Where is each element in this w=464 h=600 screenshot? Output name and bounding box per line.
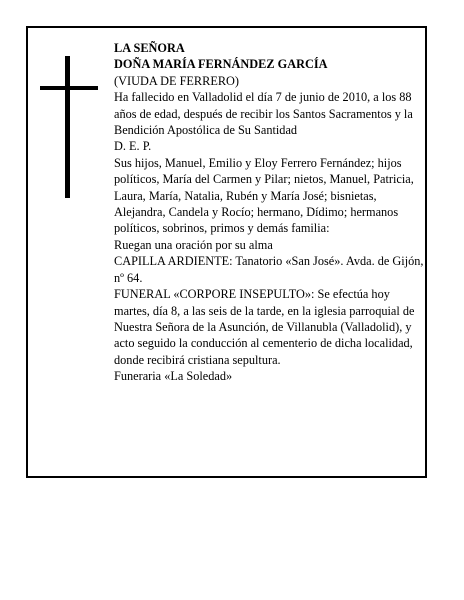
prayer-request: Ruegan una oración por su alma xyxy=(114,237,273,252)
chapel-info: CAPILLA ARDIENTE: Tanatorio «San José». Avda. de Gijón, nº 64. xyxy=(114,254,424,285)
funeral-home: Funeraria «La Soledad» xyxy=(114,369,233,384)
death-announcement: Ha fallecido en Valladolid el día 7 de junio de 2010, a los 88 años de edad, después de recibir los Santos Sacramentos y la Bendición Apostólica de Su Santidad xyxy=(114,90,413,138)
cross-vertical-bar xyxy=(65,56,70,198)
deceased-name: DOÑA MARÍA FERNÁNDEZ GARCÍA xyxy=(114,57,328,72)
notice-title: LA SEÑORA xyxy=(114,41,185,55)
obituary-text xyxy=(114,40,426,385)
family-list: Sus hijos, Manuel, Emilio y Eloy Ferrero Fernández; hijos políticos, María del Carmen y Pilar; nietos, Manuel, Patricia, Laura, María, Natalia, Rubén y María José; bisnietas, Alejandra, Candela y Rocío; hermano, Dídimo; hermanos políticos, sobrinos, primos y demás familia: xyxy=(114,155,414,236)
cross-horizontal-bar xyxy=(40,86,98,90)
cross-icon xyxy=(40,56,98,198)
funeral-info: FUNERAL «CORPORE INSEPULTO»: Se efectúa hoy martes, día 8, a las seis de la tarde, en la iglesia parroquial de Nuestra Señora de la Asunción, de Villanubla (Valladolid), y acto seguido la conducción al cementerio de dicha localidad, donde recibirá cristiana sepultura. xyxy=(114,287,415,367)
deceased-subtitle: (VIUDA DE FERRERO) xyxy=(114,73,240,88)
rest-in-peace: D. E. P. xyxy=(114,139,152,154)
